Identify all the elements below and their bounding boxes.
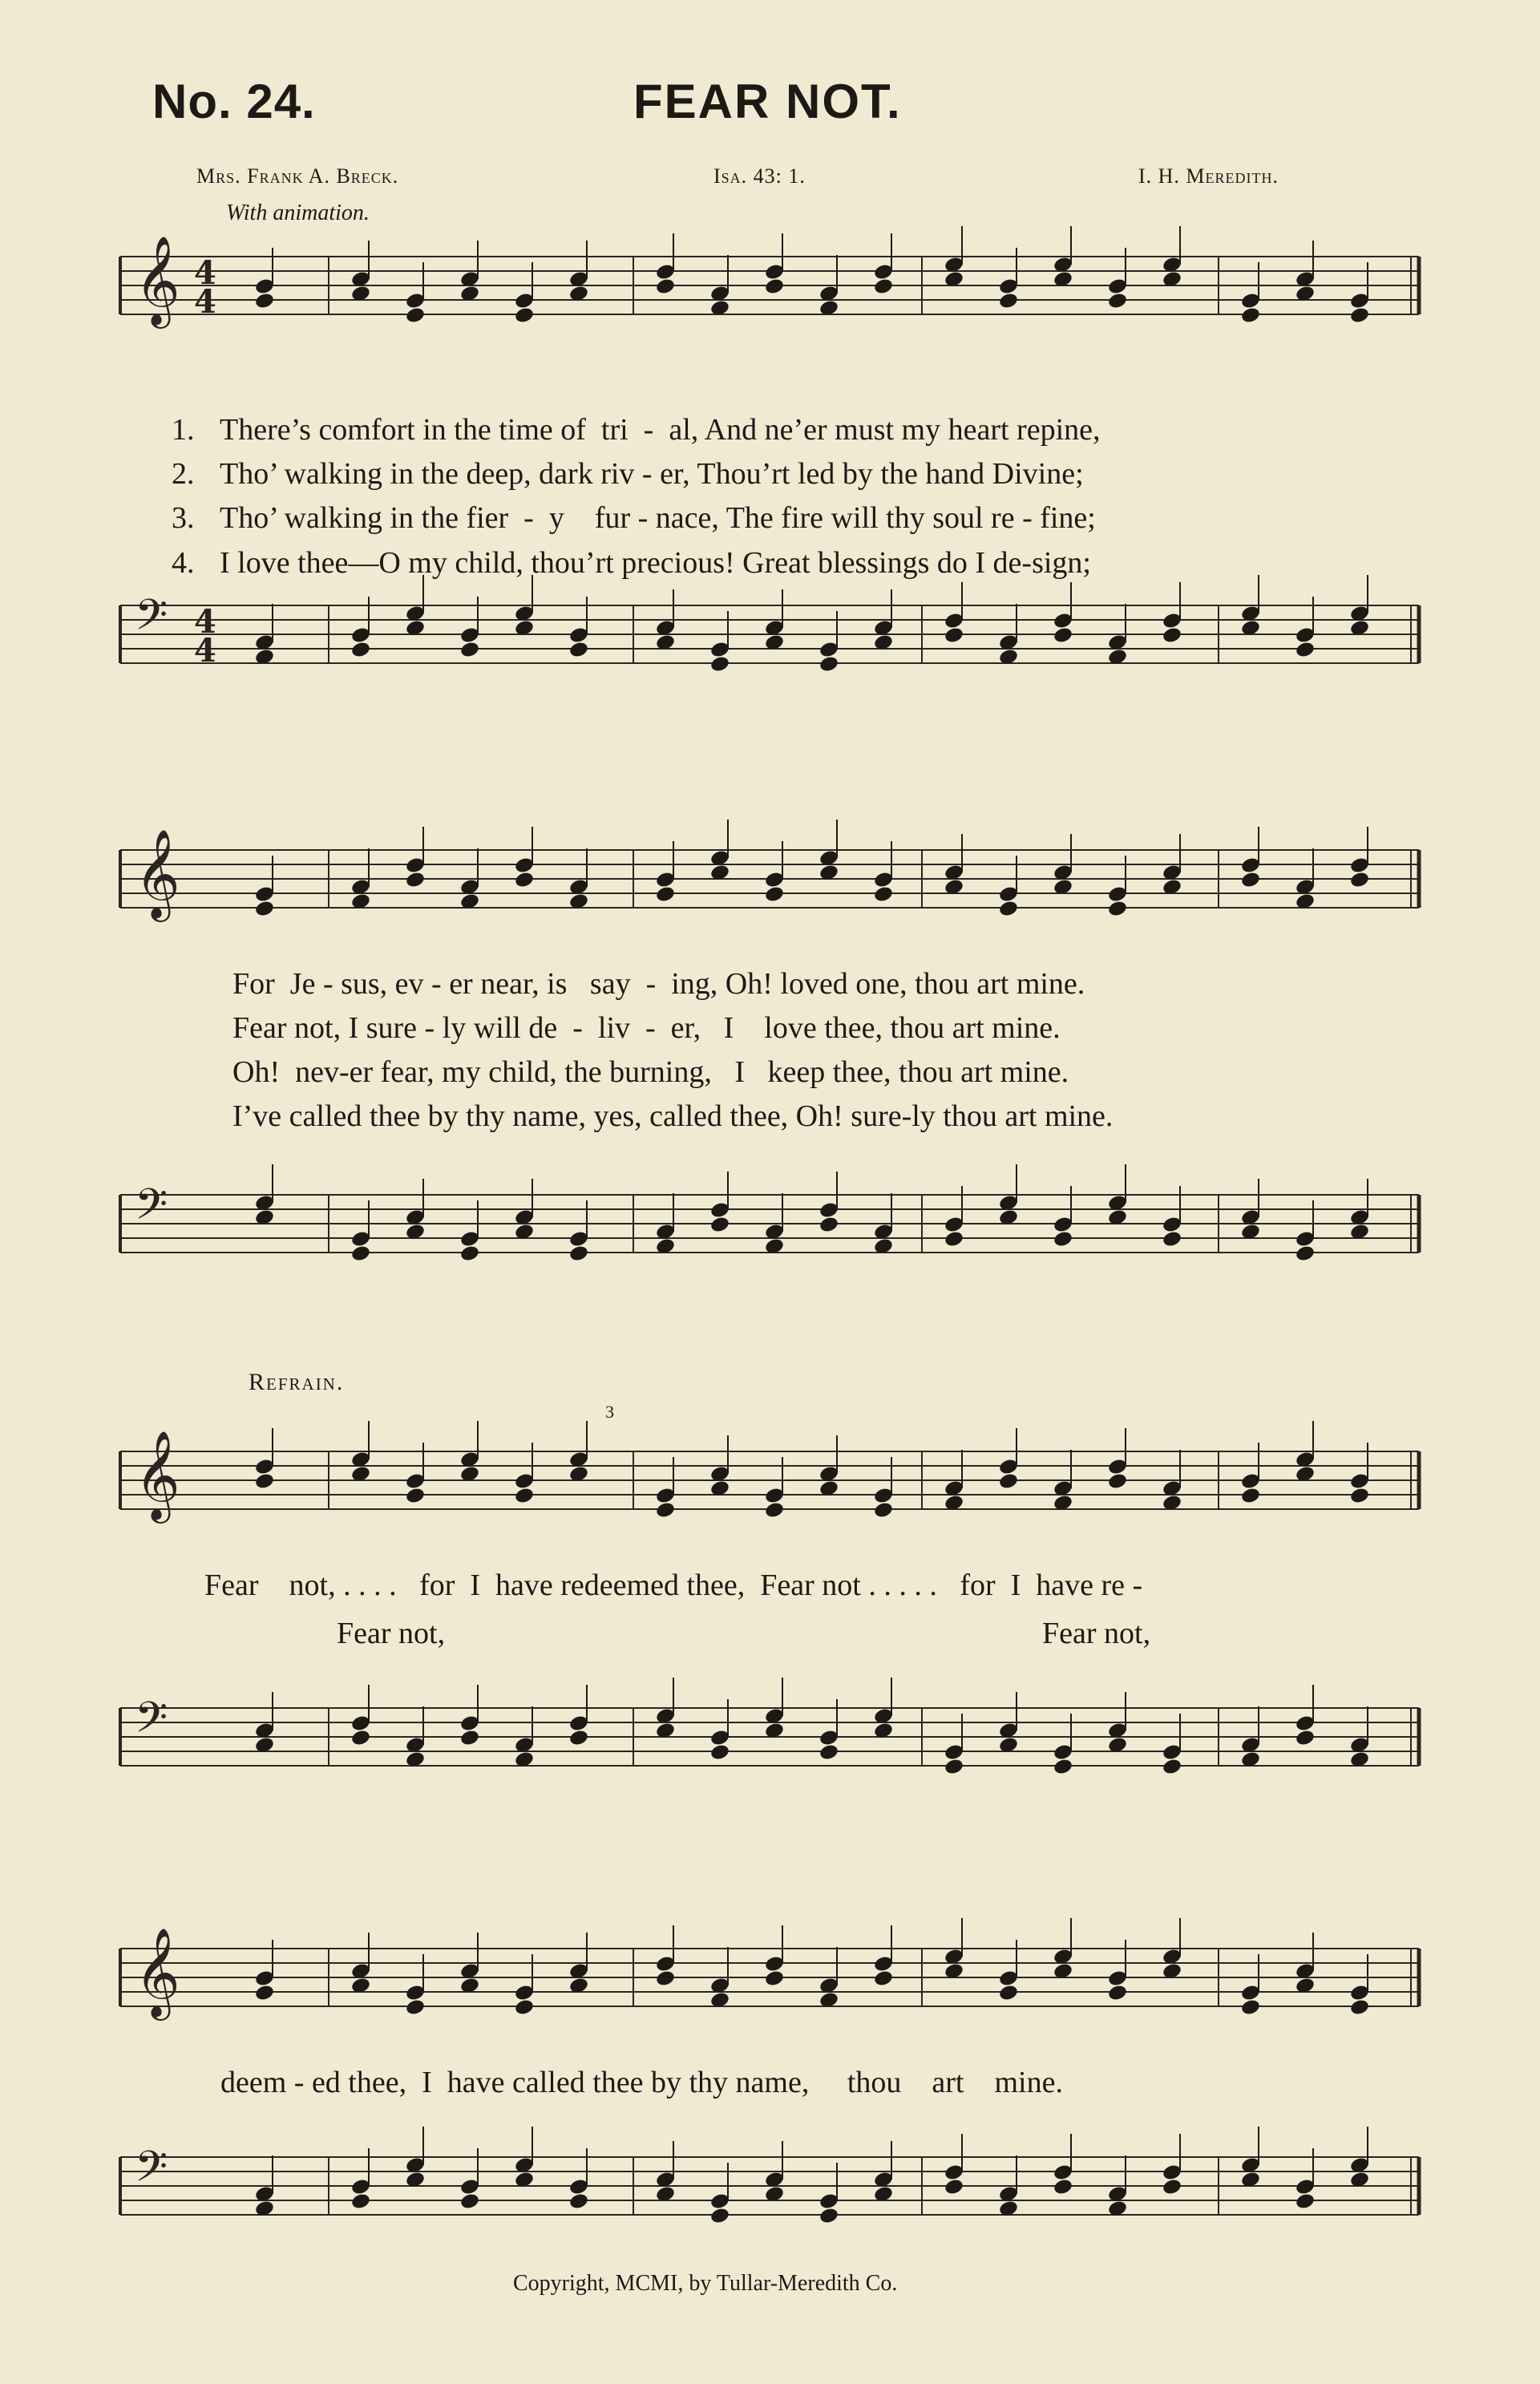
notehead	[944, 1758, 964, 1776]
notehead	[1240, 1998, 1261, 2017]
notehead	[1162, 1758, 1182, 1776]
notehead	[254, 292, 275, 310]
treble-staff	[120, 826, 1419, 930]
bass-clef-icon: 𝄢	[135, 591, 168, 650]
treble-clef-icon: 𝄞	[135, 235, 180, 325]
notehead	[1053, 1758, 1073, 1776]
notehead	[819, 655, 839, 674]
lyric-text: There’s comfort in the time of tri - al, And ne’er must my heart repine,	[220, 413, 1101, 447]
notehead	[568, 641, 589, 659]
notehead	[1162, 2178, 1182, 2196]
notehead	[998, 1472, 1019, 1491]
notehead	[1295, 1729, 1316, 1747]
composer-credit: I. H. Meredith.	[1138, 164, 1279, 188]
notehead	[709, 1216, 730, 1234]
notehead	[350, 1729, 371, 1747]
notehead	[1349, 306, 1370, 325]
notehead	[764, 885, 785, 904]
time-signature-top: 4	[194, 603, 216, 641]
treble-clef-icon: 𝄞	[135, 1927, 180, 2017]
time-signature-bottom: 4	[194, 632, 216, 670]
verse-1-line-b: For Je - sus, ev - er near, is say - ing, Oh! loved one, thou art mine.	[232, 967, 1085, 1001]
notehead	[514, 306, 535, 325]
notehead	[1349, 871, 1370, 889]
notehead	[1162, 1230, 1182, 1249]
notehead	[998, 1984, 1019, 2002]
notehead	[998, 292, 1019, 310]
time-signature-top: 4	[194, 254, 216, 292]
notehead	[1295, 1245, 1316, 1263]
treble-staff	[120, 233, 1419, 337]
notehead	[1240, 306, 1261, 325]
bass-clef-icon: 𝄢	[135, 2143, 168, 2202]
bass-clef-icon: 𝄢	[135, 1180, 168, 1240]
notehead	[1240, 871, 1261, 889]
notehead	[254, 900, 275, 918]
notehead	[405, 871, 426, 889]
notehead	[709, 655, 730, 674]
verse-number: 3.	[172, 501, 195, 535]
notehead	[568, 2192, 589, 2211]
notehead	[405, 1998, 426, 2017]
notehead	[998, 900, 1019, 918]
refrain-echo-2: Fear not,	[1042, 1617, 1151, 1650]
refrain-echo-1: Fear not,	[337, 1617, 446, 1650]
verse-number: 4.	[172, 546, 195, 580]
notehead	[1162, 626, 1182, 645]
notehead	[655, 1501, 676, 1520]
notehead	[873, 1969, 894, 1988]
hymn-title: FEAR NOT.	[633, 75, 902, 128]
notehead	[873, 1501, 894, 1520]
time-signature-bottom: 4	[194, 283, 216, 321]
verse-4-line-b: I’ve called thee by thy name, yes, called thee, Oh! sure-ly thou art mine.	[232, 1099, 1114, 1133]
triplet-mark: 3	[605, 1402, 614, 1422]
notehead	[873, 885, 894, 904]
notehead	[655, 277, 676, 296]
tempo-marking: With animation.	[226, 200, 370, 225]
notehead	[514, 871, 535, 889]
notehead	[405, 1487, 426, 1505]
notehead	[1107, 1984, 1128, 2002]
notehead	[944, 1230, 964, 1249]
bass-clef-icon: 𝄢	[135, 1694, 168, 1753]
notehead	[1295, 2192, 1316, 2211]
notehead	[944, 2178, 964, 2196]
copyright-notice: Copyright, MCMI, by Tullar-Meredith Co.	[513, 2271, 898, 2296]
notehead	[764, 1969, 785, 1988]
verse-3-line-b: Oh! nev-er fear, my child, the burning, I keep thee, thou art mine.	[232, 1055, 1069, 1089]
notehead	[655, 1969, 676, 1988]
verse-2-line-b: Fear not, I sure - ly will de - liv - er, I love thee, thou art mine.	[232, 1011, 1061, 1045]
notehead	[944, 626, 964, 645]
notehead	[1349, 1998, 1370, 2017]
notehead	[1240, 1487, 1261, 1505]
verse-number: 2.	[172, 457, 195, 491]
notehead	[873, 277, 894, 296]
notehead	[459, 1245, 480, 1263]
notehead	[405, 306, 426, 325]
notehead	[709, 1743, 730, 1762]
notehead	[764, 277, 785, 296]
notehead	[819, 1743, 839, 1762]
notehead	[568, 1729, 589, 1747]
notehead	[819, 1216, 839, 1234]
treble-clef-icon: 𝄞	[135, 828, 180, 918]
notehead	[709, 2207, 730, 2225]
refrain-label: Refrain.	[249, 1369, 345, 1395]
lyric-text: Tho’ walking in the deep, dark riv - er, Thou’rt led by the hand Divine;	[220, 457, 1084, 491]
notehead	[350, 2192, 371, 2211]
notehead	[819, 2207, 839, 2225]
notehead	[514, 1998, 535, 2017]
notehead	[459, 2192, 480, 2211]
treble-staff	[120, 1925, 1419, 2029]
bass-staff	[120, 581, 1419, 686]
verse-4-line-a	[156, 510, 1091, 581]
lyric-text: I love thee—O my child, thou’rt precious! Great blessings do I de-sign;	[220, 546, 1091, 580]
bass-staff	[120, 1171, 1419, 1275]
notehead	[1349, 1487, 1370, 1505]
verse-number: 1.	[172, 413, 195, 447]
treble-staff	[120, 1427, 1419, 1532]
notehead	[459, 1729, 480, 1747]
notehead	[1107, 292, 1128, 310]
treble-clef-icon: 𝄞	[135, 1430, 180, 1520]
notehead	[459, 641, 480, 659]
notehead	[1053, 626, 1073, 645]
author-credit: Mrs. Frank A. Breck.	[196, 164, 399, 188]
notehead	[1107, 900, 1128, 918]
notehead	[568, 1245, 589, 1263]
notehead	[350, 641, 371, 659]
notehead	[764, 1501, 785, 1520]
notehead	[350, 1245, 371, 1263]
notehead	[1295, 641, 1316, 659]
hymn-number: No. 24.	[152, 75, 316, 128]
notehead	[254, 1472, 275, 1491]
notehead	[254, 1984, 275, 2002]
notehead	[514, 1487, 535, 1505]
bass-staff	[120, 1684, 1419, 1788]
notehead	[1053, 1230, 1073, 1249]
refrain-lyric-line-2: deem - ed thee, I have called thee by thy name, thou art mine.	[220, 2066, 1063, 2099]
notehead	[655, 885, 676, 904]
refrain-lyric-line-1: Fear not, . . . . for I have redeemed thee, Fear not . . . . . for I have re -	[204, 1568, 1143, 1602]
scripture-reference: Isa. 43: 1.	[713, 164, 806, 188]
bass-staff	[120, 2133, 1419, 2237]
notehead	[1107, 1472, 1128, 1491]
notehead	[1053, 2178, 1073, 2196]
lyric-text: Tho’ walking in the fier - y fur - nace, The fire will thy soul re - fine;	[220, 501, 1096, 535]
